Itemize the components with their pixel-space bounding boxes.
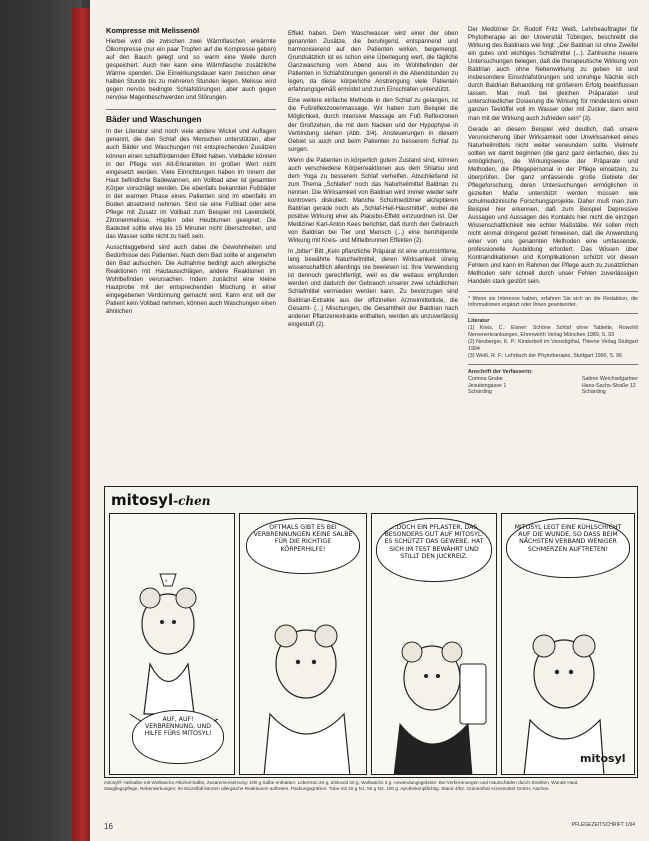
column-right xyxy=(468,26,638,396)
heading-kompresse: Kompresse mit Melissenöl xyxy=(106,26,200,35)
contact-street: Hans-Sachs-Straße 12 xyxy=(581,382,636,389)
divider xyxy=(468,364,638,365)
contact-name: Sabine Weichselgartner xyxy=(581,375,638,382)
speech-bubble-2: OFTMALS GIBT ES BEI VERBRENNUNGEN KEINE SALBE FÜR DIE RICHTIGE KÖRPERHILFE! xyxy=(246,518,360,574)
contact-city: Schärding xyxy=(581,389,606,396)
paragraph: Wenn die Patienten in körperlich gutem Zustand sind, können auch verschiedene Körperreaktionen aus dem Shiatsu und dem Yoga zu besserem Schlaf verhelfen. Abschließend ist zum Thema „Schlafen“ noch das Naturheilmittel Baldrian zu nennen. Die Wirksamkeit von Baldrian wird immer wieder sehr kontrovers diskutiert. Manche Schulmediziner akzeptieren Baldrian gerade noch als „Schlaf-Heil-Hausmittel“, wobei die positive Wirkung eher als Placebo-Effekt einzuordnen ist. Der Mediziner Karl-Anton Kees berichtet, daß durch den Gebrauch von Baldrian bei Tier und Mensch (...) eine beruhigende Wirkung mit Kreis- und Mittelbrunnen Effekten (2). xyxy=(288,156,458,245)
comic-title-suffix: -chen xyxy=(173,494,211,508)
contact-left xyxy=(468,376,506,397)
literature-item: (1) Kreis, C.: Elsner: Schöne Schlaf ohne Tablette, Rowohlt Nervenerkrankungen, Ehrenwirth Verlag München 1989, S. 93 xyxy=(468,325,638,339)
footnote: * Wenn sie Interesse haben, erfahren Sie sich an die Redaktion, die Informationen ergänzt oder Ihnen geantwortet. xyxy=(468,295,638,309)
contact-city: Schärding xyxy=(468,389,492,396)
brand-logo: mitosyl xyxy=(580,752,626,765)
comic-panel-3 xyxy=(371,513,497,775)
speech-bubble-4: MITOSYL LEGT EINE KÜHLSCHICHT AUF DIE WUNDE, SO DASS BEIM NÄCHSTEN VERBAND WENIGER SCHMERZEN AUFTRETEN! xyxy=(506,518,630,578)
heading-baeder: Bäder und Waschungen xyxy=(106,109,276,125)
speech-bubble-1: AUF, AUF! VERBRENNUNG, UND HILFE FÜRS MITOSYL! xyxy=(132,710,224,764)
column-middle xyxy=(288,30,458,332)
paragraph: Ausschlaggebend sind auch dabei die Gewohnheiten und Bedürfnisse des Patienten. Nach dem Bad sollte er angenehm den Bad aufsuchen. Die Aufnahme bedingt auch allergische Reaktionen mit Hautausschlägen, andere Reaktionen im Wohlbefinden verursachen. Indem zunächst eine kleine Hautprobe mit der entsprechenden Mischung in einer eingegebenen Verdünnung gemacht wird. Kann erst will der Patient kein Vollbad nehmen, können auch Waschungen einen ähnlichen xyxy=(106,244,276,316)
paragraph: Hierbei wird die zwischen zwei Wärmflaschen erwärmte Ölkompresse (nur ein paar Tropfen auf die Kompresse geben) auf den Bauch gelegt und so warm eine Weile durch gespeichert. Auch hier kann eine Wärmflasche zusätzliche Wärme spenden. Die Einwirkungsdauer kann zwischen einer halben Stunde bis zu mehreren Stunden liegen. Melisse wird gegen nervös bedingte Schlafstörungen, aber auch gegen nervöse Magenbeschwerden und Störungen. xyxy=(106,38,276,102)
paragraph: Der Mediziner Dr. Rudolf Fritz Weiß, Lehrbeauftragter für Phytotherapie an der Universität Tübingen, beschreibt die Wirkung des Baldrians wie folgt: „Der Baldrian ist ohne Zweifel ein gutes und wichtiges Schlafmittel (...). Zahlreiche neuere Untersuchungen belegen, daß die therapeutische Wirkung von Baldrian auch ohne Nebenwirkung zu geben ist und insbesondere Einschlafstörungen und unruhige Nächte sich durch Baldrian Behandlung mit größerem Erfolg beeinflussen lassen. Man muß bei gleichen Präparaten und unterschiedlicher Dosierung die Wirkung für mindestens einen ganzen Teelöffel voll im Wasser oder mit Zucker, dann wird man mit der Wirkung auch zufrieden sein“ (3). xyxy=(468,26,638,122)
contact-street: Jesuitengasse 1 xyxy=(468,382,507,389)
literature-item: (2) Neuberger, K. P.: Kinderbett im Venedigthal, Thieme Verlag Stuttgart 1994 xyxy=(468,339,638,352)
contact-block xyxy=(468,376,638,397)
literature-item: (3) Weiß, R. F.: Lehrbuch der Phytotherapie, Stuttgart 1990, S. 96 xyxy=(468,352,622,359)
comic-panel-4 xyxy=(501,513,635,775)
svg-text:+: + xyxy=(164,579,168,585)
magazine-page xyxy=(90,0,649,841)
paragraph: Gerade an diesem Beispiel wird deutlich, daß unsere Verunsicherung über Wirksamkeit oder Unwirksamkeit eines Naturheilmittels nicht weiter verwundern sollte. Vielmehr sollten wir damit beginnen (die ganz ganz einfachen, dies zu ermöglichen), die Wirkungsweise der Präparate und Methoden, die Pflegepersonal in der Pflege einsetzen, zu überprüfen. Der ganz umfassende große Gebiete der Pflegeforschung, deren Untersuchungen ermöglichen in gezielten Maße unterstützt werden müssen wie schulmedizinische Forschungsprojekte. Daher muß man zum Beispiel hier erkennen, daß zum Beispiel Depressive Aussagen und Aussagen des Kontakts hier nicht die einzigen Wissenschaftlichkeit wie echter Maßstäbe. Wir sollen mich nicht einmal dringend gezielt hinweisen, daß die Anwendung einer von uns genannten Methoden eine umfassende, professionelle Ausbildung erfordert. Das Wissen über Kontraindikationen und Komplikationen schützt vor diesen Fehlern und kann im Rahmen der Pflege auch zu zusätzlichen Methoden sehr schnell durch unser Fehlen zuverlässigen Handeln stark gestört sein. xyxy=(468,125,638,286)
footer-publication: PFLEGEZEITSCHRIFT 1/94 xyxy=(571,822,635,828)
paragraph: In der Literatur sind noch viele andere Wickel und Auflagen genannt, die den Schlaf des Menschen unterstützen, aber auch Bäder und Waschungen mit entsprechenden Zusätzen können einen schlaffördernden Effekt haben. Vollbäder können in der Pflege von Alt-Erkrankten im großen Wert nicht eingesetzt werden. Viele Einrichtungen haben im Innern der Haut befindliche Badewannen, ein Vollbad aber ist gesamten Körper vorschlägt werden. Die ebenfalls bekannten Fußbäder in der warmen Phase eines Patienten sind im ebenfalls im Boden absetzend nehmen. Sind sie eine Fußbad oder eine Pflege mit Zusatz im Vollbad zum Beispiel mit Lavendelöl, Zitronenmelisse, Hopfen oder Heublumen geeignet. Die Badezeit sollte etwa bis 15 Minuten nicht überschreiten, und das Wasser sollte nicht zu heiß sein. xyxy=(106,128,276,240)
literature-heading: Literatur xyxy=(468,318,490,325)
contact-heading: Anschrift der Verfasserin: xyxy=(468,368,533,375)
page-number: 16 xyxy=(104,822,113,831)
divider xyxy=(468,291,638,292)
divider xyxy=(468,313,638,314)
comic-strip xyxy=(104,486,638,778)
contact-right xyxy=(582,376,638,397)
comic-panel-1 xyxy=(109,513,235,775)
paragraph: Effekt haben. Dem Waschwasser wird einer der oben genannten Zusätze, die beruhigend, entspannend und harmonisierend auf den Patienten wirken, beigemengt. Grundsätzlich ist es schon eine Überlegung wert, die tägliche Ganzwaschung vom Abend aus im Wohlbefinden der Patienten in Schlafstörungen generell in die Abendstunden zu legen, da diese körperliche Anstrengung viele Patienten erfahrungsgemäß ermüdet und zum Einschlafen unterstützt. xyxy=(288,30,458,94)
speech-bubble-3: ...DOCH EIN PFLASTER, DAS BESONDERS GUT AUF MITOSYL: ES SCHÜTZT DAS GEWEBE, HAT SICH IM TEST BEWÄHRT UND STILLT DEN JUCKREIZ. xyxy=(376,518,492,582)
comic-panel-2 xyxy=(239,513,367,775)
paragraph: In „bitter“ Bitt „Kein pflanzliche Präparat ist eine unumstrittene, lang bewährte Naturheilmittel, deren Wirksamkeit streng wissenschaftlich allerdings nie bewiesen ist. Ihre Verwendung ist dennoch gerechtfertigt, weil es die weitaus empfunden werden und dadurch der Gebrauch unserer zwei schädlichen Schlafmittel vermieden werden kann. Zu bevorzugen sind Baldrian-Extrakte aus der offizinellen Arzneimittelliste, die Gesamt- (...) Mischungen, die Gesamtheit der Baldrian nach anderen Pflanzenextrakte enthalten, werden als unzuverlässig eingestuft (2). xyxy=(288,248,458,328)
product-credits: mitosyl® Heilsalbe mit Wollwachs-Alkohol-Salbe, Zusammensetzung: 100 g Salbe enthalten: Lebertran 20 g, Zinkoxid 20 g, Wollwachs 3 g. Anwendungsgebiete: Bei Verbrennungen und Hautschäden durch Strahlen, Wunde Haut, Säuglingspflege, Nebenwirkungen: Im Einzelfall können allergische Reaktionen auftreten. Packungsgrößen: Tube mit 20 g N1, 50 g N2, 100 g. Apothekenpflichtig. Stand 4/92. Grünenthal Arzneimittel GmbH, Aachen. xyxy=(104,780,579,792)
comic-title xyxy=(111,491,210,509)
column-left xyxy=(106,26,276,319)
paragraph: Eine weitere einfache Methode in den Schlaf zu gelangen, ist die Fußreflexzonenmassage. Wir haben zum Beispiel die Möglichkeit, durch intensive Massage am Fuß Reflexzonen der Großzehen, die mit dem Nacken und der Hypophyse in Verbindung stehen (Abb. 3/4). Ansteuerungen in diesem Gebiet so auch und beim Patienten zu besserem Schlaf zu sorgen. xyxy=(288,97,458,153)
comic-title-main: mitosyl xyxy=(111,491,174,509)
contact-name: Corinna Grabe xyxy=(468,375,503,382)
binding-shadow xyxy=(0,0,82,841)
